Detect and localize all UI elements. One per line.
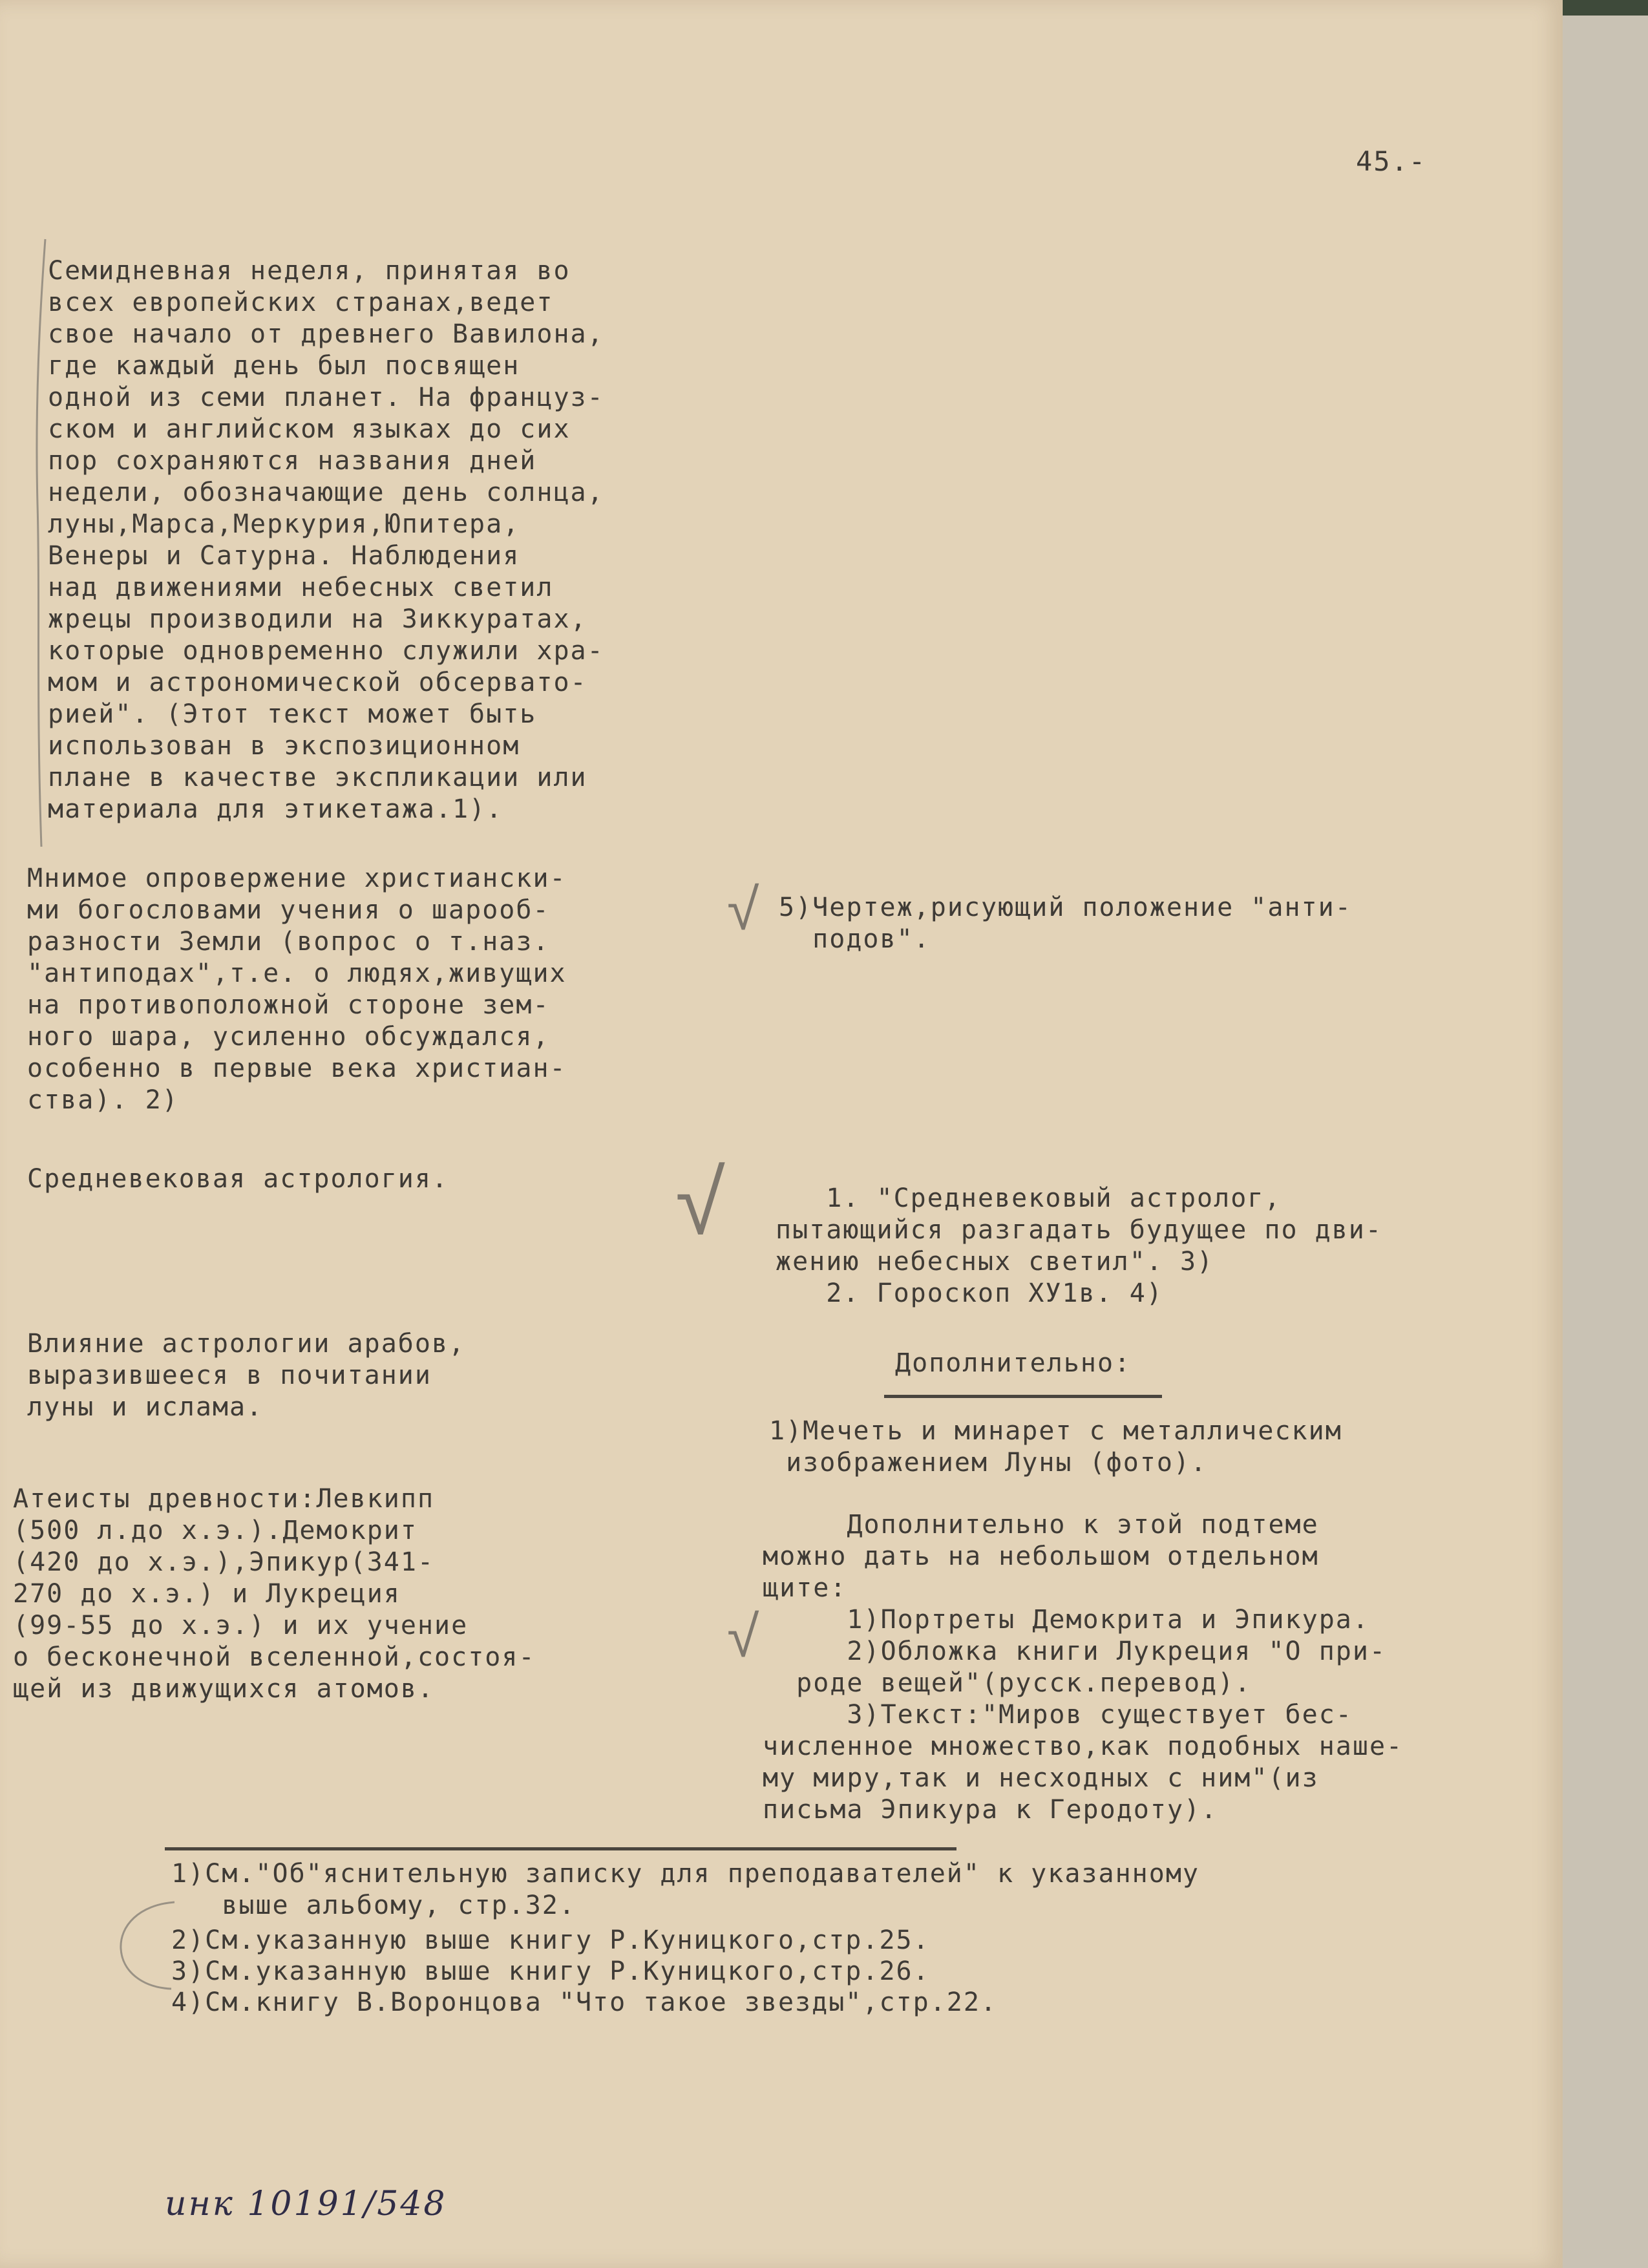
scan-background-strip	[1563, 0, 1648, 16]
pencil-margin-line-icon	[26, 233, 65, 853]
pencil-checkmark-icon: √	[727, 876, 759, 944]
footnote-2: 2)См.указанную выше книгу Р.Куницкого,стр.25.	[171, 1925, 930, 1955]
arabs-paragraph: Влияние астрологии арабов, выразившееся в почитании луны и ислама.	[27, 1329, 466, 1422]
astrology-items-list: 1. "Средневековый астролог, пытающийся разгадать будущее по дви- жению небесных светил". 3) 2. Гороскоп ХУ1в. 4)	[776, 1183, 1382, 1308]
footnote-4: 4)См.книгу В.Воронцова "Что такое звезды",стр.22.	[171, 1987, 998, 2017]
atheists-paragraph: Атеисты древности:Левкипп (500 л.до х.э.).Демокрит (420 до х.э.),Эпикур(341- 270 до х.э.) и Лукреция (99-55 до х.э.) и их учение о бесконечной вселенной,состоя- щей из движущихся атомов.	[13, 1484, 536, 1704]
additional-heading: Дополнительно:	[895, 1348, 1132, 1378]
antipodes-drawing-item: 5)Чертеж,рисующий положение "анти- подов".	[779, 893, 1352, 954]
pencil-checkmark-icon: √	[727, 1603, 759, 1671]
pencil-checkmark-icon: √	[675, 1150, 725, 1256]
handwritten-inventory-note: инк 10191/548	[165, 2185, 447, 2223]
intro-paragraph: Семидневная неделя, принятая во всех европейских странах,ведет свое начало от древнего Вавилона, где каждый день был посвящен одной из семи планет. На француз- ском и английском языках до сих пор сохраняются названия дней недели, обозначающие день солнца, луны,Марса,Меркурия,Юпитера, Венеры и Сатурна. Наблюдения над движениями небесных светил жрецы производили на Зиккуратах, которые одновременно служили хра- мом и астрономической обсервато- рией". (Этот текст может быть использован в экспозиционном плане в качестве экспликации или материала для этикетажа.1).	[48, 256, 604, 824]
mosque-photo-item: 1)Мечеть и минарет с металлическим изображением Луны (фото).	[769, 1416, 1342, 1478]
refutation-paragraph: Мнимое опровержение христиански- ми богословами учения о шарооб- разности Земли (вопрос о т.наз. "антиподах",т.е. о людях,живущих на противоположной стороне зем- ного шара, усиленно обсуждался, особенно в первые века христиан- ства). 2)	[27, 864, 567, 1115]
astrology-heading: Средневековая астрология.	[27, 1164, 449, 1194]
footnote-separator	[165, 1847, 956, 1850]
page-number: 45.-	[1356, 145, 1427, 177]
footnote-3: 3)См.указанную выше книгу Р.Куницкого,стр.26.	[171, 1956, 930, 1986]
additional-stand-paragraph: Дополнительно к этой подтеме можно дать на небольшом отдельном щите: 1)Портреты Демокрита и Эпикура. 2)Обложка книги Лукреция "О при- роде вещей"(русск.перевод). 3)Текст:"Миров существует бес- численное множество,как подобных наше- му миру,так и несходных с ним"(из письма Эпикура к Геродоту).	[763, 1510, 1404, 1825]
heading-underline	[884, 1395, 1162, 1398]
footnote-1: 1)См."Об"яснительную записку для преподавателей" к указанному выше альбому, стр.32.	[171, 1859, 1200, 1920]
page-edge-background	[1563, 0, 1648, 2268]
pencil-bracket-icon	[113, 1897, 184, 1994]
